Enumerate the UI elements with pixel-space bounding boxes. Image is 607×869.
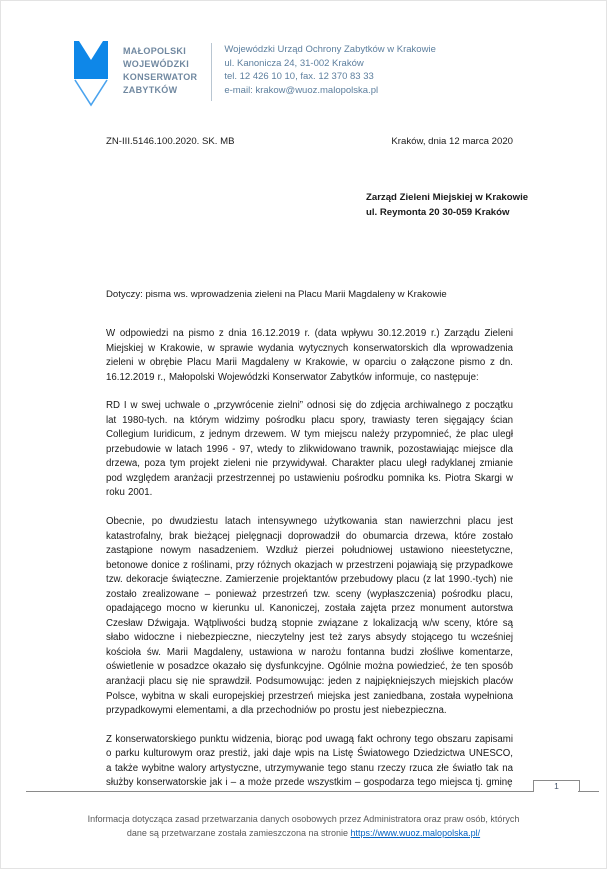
addressee-block <box>366 190 528 220</box>
rule-segment-right <box>578 791 599 792</box>
privacy-text-line2-prefix: dane są przetwarzane została zamieszczona na stronie <box>126 828 351 838</box>
org-name-line: KONSERWATOR <box>123 72 198 82</box>
reference-number: ZN-III.5146.100.2020. SK. MB <box>106 136 235 147</box>
page-number-badge: 1 <box>533 780 580 792</box>
office-phone: tel. 12 426 10 10, fax. 12 370 83 33 <box>224 71 374 82</box>
privacy-text-line1: Informacja dotycząca zasad przetwarzania danych osobowych przez Administratora oraz praw osób, których <box>87 814 520 824</box>
privacy-policy-link[interactable]: https://www.wuoz.malopolska.pl/ <box>350 828 481 838</box>
org-name <box>123 41 197 97</box>
office-contact <box>224 41 436 97</box>
org-name-line: WOJEWÓDZKI <box>123 59 189 69</box>
rule-segment-left <box>26 791 533 792</box>
privacy-text-line2 <box>31 826 576 840</box>
letterhead <box>74 41 436 111</box>
body-paragraph: W odpowiedzi na pismo z dnia 16.12.2019 r. (data wpływu 30.12.2019 r.) Zarządu Zieleni Miejskiej w Krakowie, w sprawie wydania wytycznych konserwatorskich dla wprowadzenia zieleni w obrębie Placu Marii Magdaleny w Krakowie, w oparciu o załączone pismo z dn. 16.12.2019 r., Małopolski Wojewódzki Konserwator Zabytków informuje, co następuje: <box>106 328 513 383</box>
letter-body <box>106 327 513 805</box>
office-name: Wojewódzki Urząd Ochrony Zabytków w Krakowie <box>224 44 436 55</box>
org-name-line: MAŁOPOLSKI <box>123 46 186 56</box>
office-address: ul. Kanonicza 24, 31-002 Kraków <box>224 57 364 69</box>
addressee-name: Zarząd Zieleni Miejskiej w Krakowie <box>366 192 529 203</box>
addressee-address: ul. Reymonta 20 30-059 Kraków <box>366 207 510 218</box>
reference-row <box>106 136 513 147</box>
place-and-date: Kraków, dnia 12 marca 2020 <box>391 136 513 147</box>
body-paragraph: Obecnie, po dwudziestu latach intensywnego użytkowania stan nawierzchni placu jest katastrofalny, brak bieżącej pielęgnacji doprowadził do obumarcia drzewa, które zostało zastąpione nowym nasadzeniem. Wzdłuż pierzei południowej ustawiono nieestetyczne, betonowe donice z roślinami, przy różnych okazjach w przestrzeni pojawiają się przypadkowe tzw. dekoracje świąteczne. Zamierzenie projektantów przebudowy placu (z lat 1990.-tych) nie zostało zrealizowane – ponieważ przestrzeń tzw. sceny (wypłaszczenia) pośrodku placu, opadającego mocno w kierunku ul. Kanoniczej, została zajęta przez monument autorstwa Czesław Dźwigaja. Wątpliwości budzą stopnie związane z lokalizacją w/w sceny, które są słabo widoczne i niebezpieczne, nieczytelny jest też zarys absydy stojącego tu wcześniej kościoła św. Marii Magdaleny, ustawiona w narożu fontanna budzi złośliwe komentarze, oświetlenie w posadzce okazało się dysfunkcyjne. Ogólnie można powiedzieć, że ten sposób aranżacji placu się nie sprawdził. Podsumowując: jeden z najpiękniejszych miejskich placów Polsce, wybitna w skali europejskiej przestrzeń miejska jest zaniedbana, została wypełniona przypadkowymi elementami, a dla przechodniów po prostu jest niebezpieczna. <box>106 516 513 717</box>
subject-line: Dotyczy: pisma ws. wprowadzenia zieleni na Placu Marii Magdaleny w Krakowie <box>106 289 447 300</box>
privacy-footer <box>31 812 576 840</box>
page-number-rule <box>26 780 599 792</box>
body-paragraph: RD I w swej uchwale o „przywrócenie zielni” odnosi się do zdjęcia archiwalnego z początku lat 1980-tych. na którym widzimy pośrodku placu spory, trawiasty teren sięgający ścian Collegium Iuridicum, z jednym drzewem. W tym miejscu należy przypomnieć, że plac uległ przebudowie w latach 1996 - 97, wtedy to zlikwidowano trawnik, pozostawiając miejsce dla drzewa, poza tym projekt zieleni nie przywidywał. Charakter placu uległ radyklanej zmianie pod względem aranżacji przestrzennej po ustawieniu pośrodku pomnika ks. Piotra Skargi w roku 2001. <box>106 400 513 499</box>
org-name-line: ZABYTKÓW <box>123 85 178 95</box>
office-email: e-mail: krakow@wuoz.malopolska.pl <box>224 84 379 96</box>
mwkz-logo-icon <box>74 41 108 107</box>
body-paragraph: Z konserwatorskiego punktu widzenia, biorąc pod uwagą fakt ochrony tego obszaru zapisami o parku kulturowym oraz prestiż, jaki daje wpis na Listę Światowego Dziedzictwa UNESCO, a także wybitne walory artystyczne, utrzymywanie tego stanu rzeczy rzuca złe światło tak na służby konserwatorskie jak i – a może przede wszystkim – gospodarza tego miejsca tj. gminę <box>106 733 513 789</box>
header-divider <box>211 43 212 101</box>
